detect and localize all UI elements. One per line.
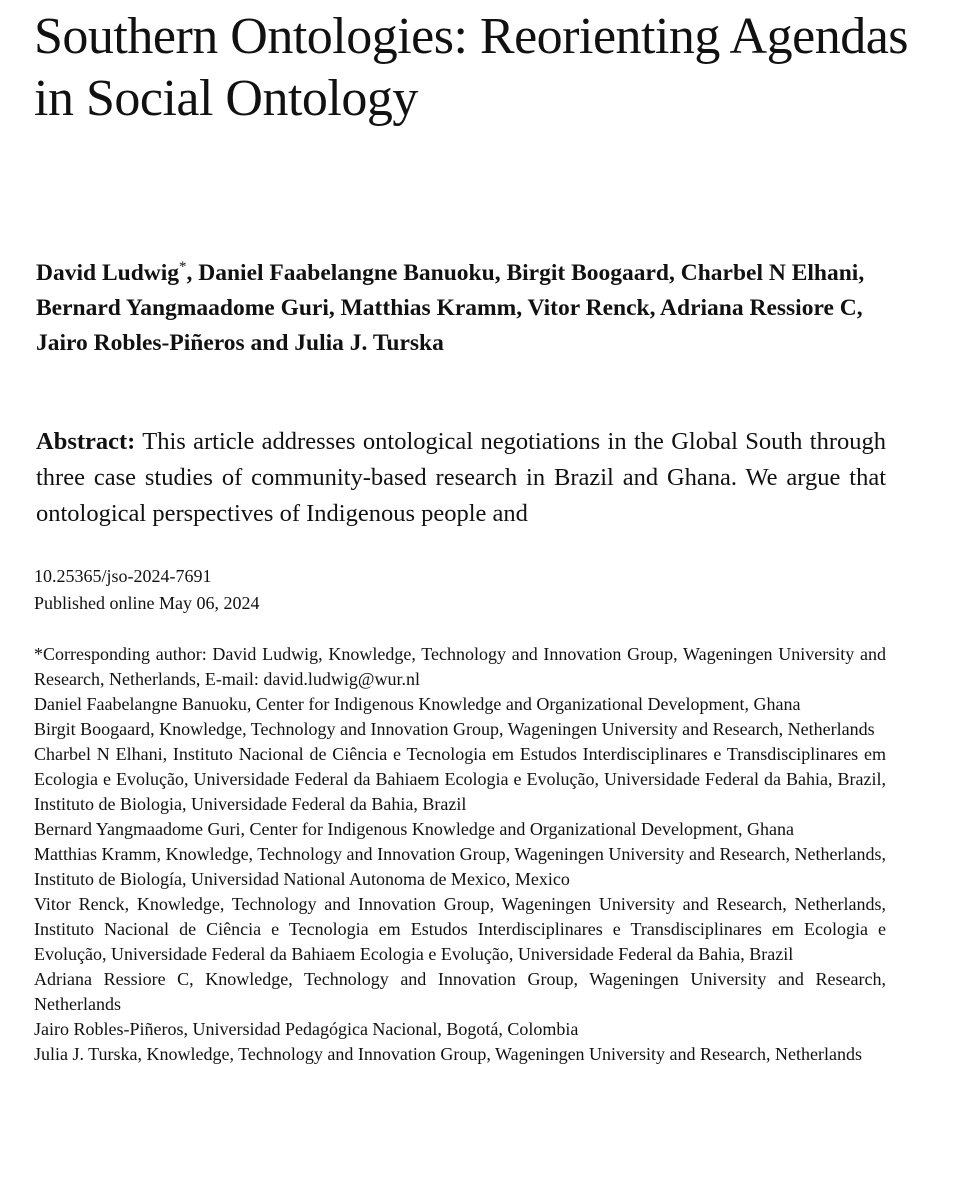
affiliation-item: Julia J. Turska, Knowledge, Technology and Innovation Group, Wageningen University and Research, Netherlands bbox=[34, 1044, 862, 1064]
paper-title: Southern Ontologies: Reorienting Agendas in Social Ontology bbox=[34, 8, 909, 127]
affiliation-item: Vitor Renck, Knowledge, Technology and Innovation Group, Wageningen University and Research, Netherlands, Instituto Nacional de Ciência e Tecnologia em Estudos Interdisciplinares e Transdisciplinares em Ecologia e Evolução, Universidade Federal da Bahiaem Ecologia e Evolução, Universidade Federal da Bahia, Brazil bbox=[34, 894, 886, 964]
published-date: Published online May 06, 2024 bbox=[34, 593, 260, 613]
corresponding-mark: * bbox=[179, 259, 187, 275]
affiliation-item: *Corresponding author: David Ludwig, Knowledge, Technology and Innovation Group, Wageningen University and Research, Netherlands, E-mail: david.ludwig@wur.nl bbox=[34, 644, 886, 689]
affiliation-item: Matthias Kramm, Knowledge, Technology and Innovation Group, Wageningen University and Research, Netherlands, Instituto de Biología, Universidad National Autonoma de Mexico, Mexico bbox=[34, 844, 886, 889]
abstract-label: Abstract: bbox=[36, 428, 136, 455]
doi[interactable]: 10.25365/jso-2024-7691 bbox=[34, 566, 212, 586]
publication-meta bbox=[34, 563, 884, 617]
author-list bbox=[36, 250, 886, 361]
affiliation-item: Jairo Robles-Piñeros, Universidad Pedagógica Nacional, Bogotá, Colombia bbox=[34, 1019, 579, 1039]
affiliation-item: Daniel Faabelangne Banuoku, Center for Indigenous Knowledge and Organizational Development, Ghana bbox=[34, 694, 801, 714]
lead-author: David Ludwig bbox=[36, 259, 180, 286]
affiliation-item: Bernard Yangmaadome Guri, Center for Indigenous Knowledge and Organizational Development, Ghana bbox=[34, 819, 794, 839]
affiliations bbox=[34, 642, 886, 1067]
affiliation-item: Adriana Ressiore C, Knowledge, Technology and Innovation Group, Wageningen University and Research, Netherlands bbox=[34, 969, 886, 1014]
affiliation-item: Charbel N Elhani, Instituto Nacional de Ciência e Tecnologia em Estudos Interdisciplinares e Transdisciplinares em Ecologia e Evolução, Universidade Federal da Bahiaem Ecologia e Evolução, Universidade Federal da Bahia, Brazil, Instituto de Biologia, Universidade Federal da Bahia, Brazil bbox=[34, 744, 886, 814]
affiliation-item: Birgit Boogaard, Knowledge, Technology and Innovation Group, Wageningen University and Research, Netherlands bbox=[34, 719, 875, 739]
abstract-text: This article addresses ontological negotiations in the Global South through three case studies of community-based research in Brazil and Ghana. We argue that ontological perspectives of Indigenous people and bbox=[36, 428, 886, 527]
abstract bbox=[36, 424, 886, 532]
other-authors: , Daniel Faabelangne Banuoku, Birgit Boogaard, Charbel N Elhani, Bernard Yangmaadome Guri, Matthias Kramm, Vitor Renck, Adriana Ressiore C, Jairo Robles-Piñeros and Julia J. Turska bbox=[36, 259, 865, 356]
